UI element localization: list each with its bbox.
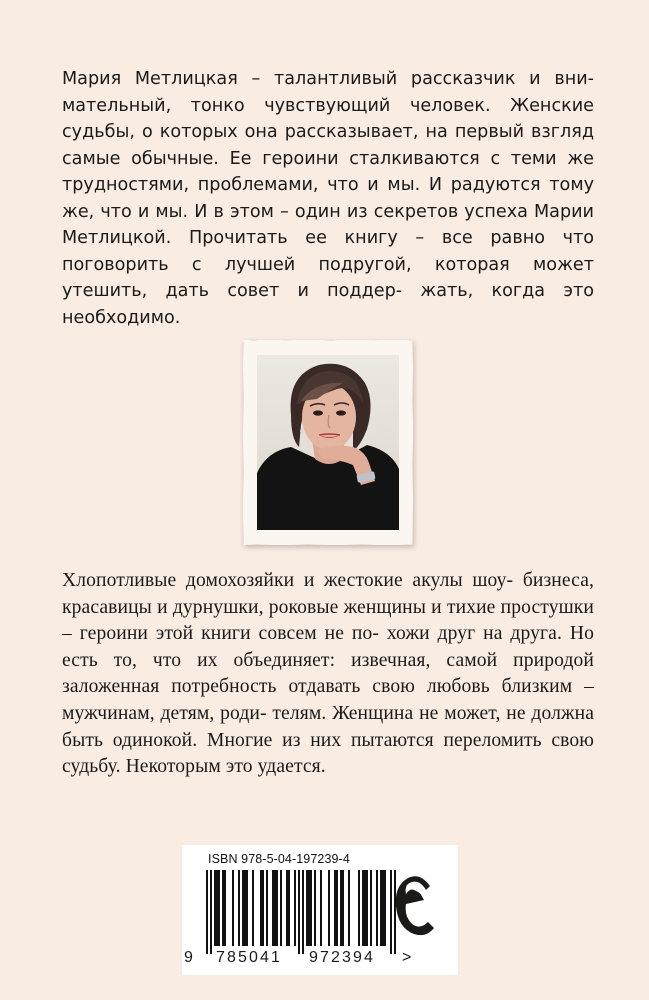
barcode-bar bbox=[274, 870, 276, 946]
barcode-bar bbox=[376, 870, 378, 946]
barcode-bar bbox=[224, 870, 226, 946]
blurb-line: Прочитать ее книгу – все равно что поговорить с лучшей bbox=[62, 228, 595, 275]
barcode-bar bbox=[366, 870, 368, 946]
barcode bbox=[206, 870, 402, 954]
barcode-bar bbox=[244, 870, 246, 946]
ean-right-digits: 972394 bbox=[309, 949, 375, 966]
barcode-bar bbox=[214, 870, 216, 946]
barcode-bar bbox=[358, 870, 360, 946]
ean-quiet-zone-marker: > bbox=[402, 949, 412, 966]
barcode-bar bbox=[298, 870, 300, 954]
barcode-bar bbox=[384, 870, 386, 946]
description-line: Некоторым это удается. bbox=[125, 756, 326, 778]
barcode-bar bbox=[232, 870, 234, 946]
barcode-bar bbox=[342, 870, 344, 946]
barcode-bar bbox=[206, 870, 208, 954]
barcode-bar bbox=[336, 870, 338, 946]
barcode-bar bbox=[218, 870, 220, 946]
barcode-bar bbox=[310, 870, 312, 946]
description-line: хожи друг на друга. Но есть то, что их объединяет: bbox=[62, 623, 594, 671]
author-blurb bbox=[62, 66, 594, 331]
blurb-line: И в этом – один из секретов успеха Марии Метлицкой. bbox=[62, 201, 594, 248]
barcode-bar bbox=[340, 870, 342, 946]
blurb-line: проблемами, что и мы. И радуются тому же, что и мы. bbox=[62, 175, 594, 222]
barcode-bar bbox=[382, 870, 384, 946]
description-line: Хлопотливые домохозяйки и жестокие акулы шоу- bbox=[62, 570, 514, 591]
blurb-line: о которых она рассказывает, на первый взгляд самые bbox=[62, 122, 594, 169]
eksmo-logo-icon bbox=[390, 866, 438, 946]
barcode-bar bbox=[362, 870, 364, 946]
barcode-bar bbox=[286, 870, 288, 946]
barcode-bar bbox=[308, 870, 310, 946]
barcode-bar bbox=[314, 870, 316, 946]
blurb-line: мательный, тонко чувствующий человек. Женские судьбы, bbox=[62, 95, 594, 142]
author-photo-frame bbox=[243, 340, 413, 545]
barcode-bar bbox=[334, 870, 336, 946]
barcode-bar bbox=[320, 870, 322, 946]
barcode-bar bbox=[238, 870, 240, 946]
isbn-number: ISBN 978-5-04-197239-4 bbox=[208, 852, 350, 866]
blurb-line: обычные. Ее героини сталкиваются с теми же трудностями, bbox=[62, 148, 594, 195]
blurb-line: Мария Метлицкая – талантливый рассказчик и вни- bbox=[62, 69, 594, 89]
barcode-bar bbox=[260, 870, 262, 946]
blurb-line: подругой, которая может утешить, дать совет и поддер- bbox=[62, 254, 594, 301]
book-description bbox=[62, 568, 594, 781]
barcode-bar bbox=[262, 870, 264, 946]
description-line: бизнеса, красавицы и дурнушки, роковые женщины и bbox=[62, 570, 595, 618]
barcode-bar bbox=[364, 870, 366, 946]
barcode-bar bbox=[266, 870, 268, 946]
description-line: тихие простушки – героини этой книги совсем не по- bbox=[62, 596, 595, 645]
barcode-bar bbox=[210, 870, 212, 954]
description-line: извечная, самой природой заложенная потребность bbox=[62, 649, 594, 698]
description-line: телям. Женщина не может, не должна быть одинокой. bbox=[62, 702, 594, 751]
barcode-bar bbox=[276, 870, 278, 946]
barcode-bar bbox=[294, 870, 296, 946]
barcode-bar bbox=[246, 870, 248, 946]
barcode-bar bbox=[288, 870, 290, 946]
barcode-bar bbox=[242, 870, 244, 946]
barcode-bar bbox=[328, 870, 330, 946]
barcode-bar bbox=[348, 870, 350, 946]
barcode-bar bbox=[370, 870, 372, 946]
blurb-line: жать, когда это необходимо. bbox=[62, 281, 594, 328]
ean-left-digits: 785041 bbox=[216, 949, 282, 966]
barcode-bar bbox=[216, 870, 218, 946]
ean-first-digit: 9 bbox=[184, 949, 193, 966]
barcode-bar bbox=[302, 870, 304, 954]
barcode-bar bbox=[272, 870, 274, 946]
barcode-bar bbox=[280, 870, 282, 946]
barcode-bar bbox=[222, 870, 224, 946]
barcode-bar bbox=[306, 870, 308, 946]
description-line: отдавать свою любовь близким – мужчинам, детям, роди- bbox=[62, 676, 594, 724]
barcode-bar bbox=[252, 870, 254, 946]
barcode-bar bbox=[380, 870, 382, 946]
description-line: Многие из них пытаются переломить свою судьбу. bbox=[62, 729, 595, 778]
author-portrait-photo bbox=[257, 355, 399, 530]
